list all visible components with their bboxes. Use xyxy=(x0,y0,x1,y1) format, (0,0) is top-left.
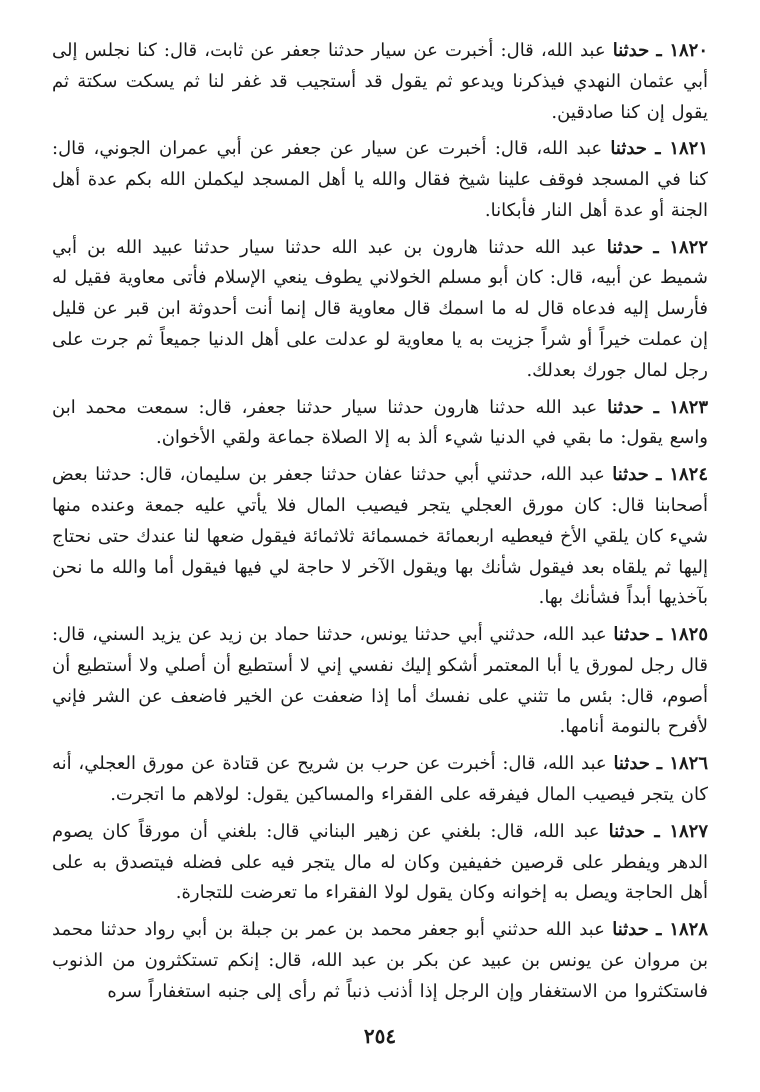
hadith-1820 xyxy=(52,36,708,128)
keyword-haddathana: حدثنا xyxy=(613,624,650,646)
keyword-haddathana: حدثنا xyxy=(610,138,647,160)
hadith-text: عبد الله، قال: أخبرت عن سيار عن جعفر عن أبي عمران الجوني، قال: كنا في المسجد فوقف علينا شيخ فقال والله يا أهل المسجد ليكملن الله بكم عدة أهل الجنة أو عدة أهل النار فأبكانا. xyxy=(52,138,708,221)
hadith-1828 xyxy=(52,915,708,1007)
hadith-number: ١٨٢٢ ـ xyxy=(653,236,708,258)
hadith-1827 xyxy=(52,817,708,909)
hadith-number: ١٨٢٧ ـ xyxy=(654,820,708,842)
hadith-text: عبد الله، قال: أخبرت عن حرب بن شريح عن قتادة عن مورق العجلي، أنه كان يتجر فيصيب المال فيفرقه على الفقراء والمساكين يقول: لولاهم ما اتجرت. xyxy=(52,753,708,805)
hadith-number: ١٨٢٥ ـ xyxy=(656,624,708,646)
hadith-text: عبد الله حدثني أبو جعفر محمد بن عمر بن جبلة بن أبي رواد حدثنا محمد بن مروان عن يونس بن عبيد عن بكر بن عبد الله، قال: إنكم تستكثرون من الذنوب فاستكثروا من الاستغفار وإن الرجل إذا أذنب ذنباً ثم رأى إلى جنبه استغفاراً سره xyxy=(52,919,708,1002)
hadith-number: ١٨٢١ ـ xyxy=(655,138,708,160)
hadith-number: ١٨٢٤ ـ xyxy=(656,464,708,486)
keyword-haddathana: حدثنا xyxy=(613,753,650,775)
keyword-haddathana: حدثنا xyxy=(608,820,646,842)
hadith-number: ١٨٢٨ ـ xyxy=(656,919,708,941)
hadith-text: عبد الله حدثنا هارون بن عبد الله حدثنا سيار حدثنا عبيد الله بن أبي شميط عن أبيه، قال: كان أبو مسلم الخولاني يطوف ينعي الإسلام فأتى معاوية فقيل له فأرسل إليه فدعاه قال له ما اسمك قال معاوية قال إنما أنت أحدوثة ابن قبر عن قليل إن عملت خيراً أو شراً جزيت به يا معاوية لو عدلت على أهل الدنيا جميعاً ثم جرت على رجل لمال جورك بعدلك. xyxy=(52,236,708,381)
hadith-1822 xyxy=(52,233,708,387)
hadith-1823 xyxy=(52,393,708,455)
hadith-number: ١٨٢٠ ـ xyxy=(656,40,708,61)
keyword-haddathana: حدثنا xyxy=(607,396,644,418)
hadith-text: عبد الله حدثنا هارون حدثنا سيار حدثنا جعفر، قال: سمعت محمد ابن واسع يقول: ما بقي في الدنيا شيء ألذ به إلا الصلاة جماعة ولقي الأخوان. xyxy=(52,396,708,449)
hadith-1826 xyxy=(52,749,708,811)
hadith-text: عبد الله، حدثني أبي حدثنا يونس، حدثنا حماد بن زيد عن يزيد السني، قال: قال رجل لمورق يا أبا المعتمر أشكو إليك نفسي إني لا أستطيع أن أصلي ولا أستطيع أن أصوم، قال: بئس ما تثني على نفسك أما إذا ضعفت عن الخير فاضعف عن الشر فإني لأفرح بالنومة أنامها. xyxy=(52,624,708,738)
hadith-1824 xyxy=(52,460,708,614)
keyword-haddathana: حدثنا xyxy=(612,919,649,941)
hadith-number: ١٨٢٣ ـ xyxy=(653,396,708,418)
hadith-text: عبد الله، حدثني أبي حدثنا عفان حدثنا جعفر بن سليمان، قال: حدثنا بعض أصحابنا قال: كان مورق العجلي يتجر فيصيب المال فلا يأتي عليه جمعة وعنده منها شيء كان يلقي الأخ فيعطيه اربعمائة خمسمائة ثلاثمائة فيقول ضعها لنا عندك حتى نحتاج إليها ثم يلقاه بعد فيقول شأنك بها ويقول الآخر لا حاجة لي فيها فيقول أما والله ما نحن بآخذيها أبداً فشأنك بها. xyxy=(52,464,708,609)
keyword-haddathana: حدثنا xyxy=(612,40,650,61)
hadith-number: ١٨٢٦ ـ xyxy=(656,753,708,775)
hadith-1821 xyxy=(52,134,708,226)
hadith-text: عبد الله، قال: أخبرت عن سيار حدثنا جعفر عن ثابت، قال: كنا نجلس إلى أبي عثمان النهدي فيذكرنا ويدعو ثم يقول قد أستجيب قد غفر لنا ثم يسكت سكتة ثم يقول إن كنا صادقين. xyxy=(52,40,708,123)
keyword-haddathana: حدثنا xyxy=(606,236,644,258)
hadith-1825 xyxy=(52,620,708,743)
keyword-haddathana: حدثنا xyxy=(612,464,649,486)
page-body xyxy=(52,36,708,1007)
hadith-text: عبد الله، قال: بلغني عن زهير البناني قال: بلغني أن مورقاً كان يصوم الدهر ويفطر على قرصين خفيفين وكان له مال يتجر فيه على فضله فيتصدق به على أهل الحاجة ويصل به إخوانه وكان يقول لولا الفقراء ما تعرضت للتجارة. xyxy=(52,820,708,904)
page-number: ٢٥٤ xyxy=(363,1024,397,1048)
